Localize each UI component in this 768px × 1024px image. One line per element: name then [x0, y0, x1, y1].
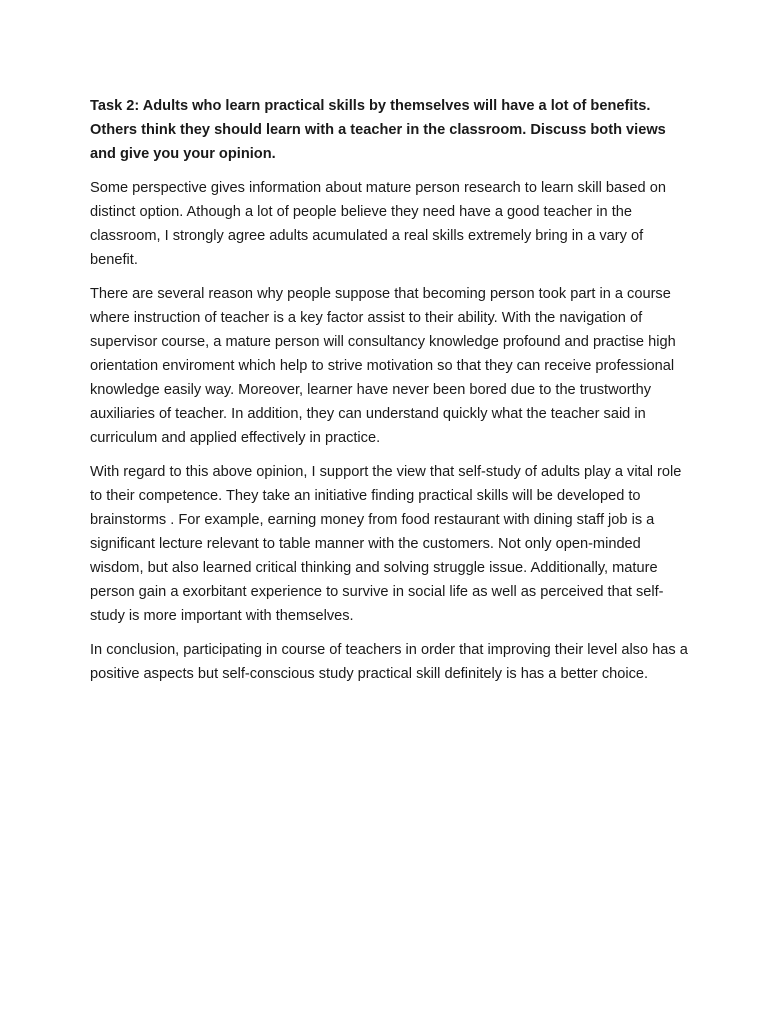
essay-paragraph-teacher-view: There are several reason why people suppose that becoming person took part in a course where instruction of teacher is a key factor assist to their ability. With the navigation of supervisor course, a mature person will consultancy knowledge profound and practise high orientation enviroment which help to strive motivation so that they can receive professional knowledge easily way. Moreover, learner have never been bored due to the trustworthy auxiliaries of teacher. In addition, they can understand quickly what the teacher said in curriculum and applied effectively in practice. [90, 286, 676, 446]
essay-paragraph-self-study-view: With regard to this above opinion, I support the view that self-study of adults play a vital role to their competence. They take an initiative finding practical skills will be developed to brainstorms . For example, earning money from food restaurant with dining staff job is a significant lecture relevant to table manner with the customers. Not only open-minded wisdom, but also learned critical thinking and solving struggle issue. Additionally, mature person gain a exorbitant experience to survive in social life as well as perceived that self-study is more important with themselves. [90, 464, 682, 624]
task-prompt: Task 2: Adults who learn practical skills by themselves will have a lot of benefits. Others think they should learn with a teacher in the classroom. Discuss both views and give you your opinion. [90, 98, 666, 162]
essay-paragraph-conclusion: In conclusion, participating in course of teachers in order that improving their level also has a positive aspects but self-conscious study practical skill definitely is has a better choice. [90, 642, 688, 682]
essay-body [90, 94, 690, 696]
essay-paragraph-intro: Some perspective gives information about mature person research to learn skill based on distinct option. Athough a lot of people believe they need have a good teacher in the classroom, I strongly agree adults acumulated a real skills extremely bring in a vary of benefit. [90, 180, 666, 268]
